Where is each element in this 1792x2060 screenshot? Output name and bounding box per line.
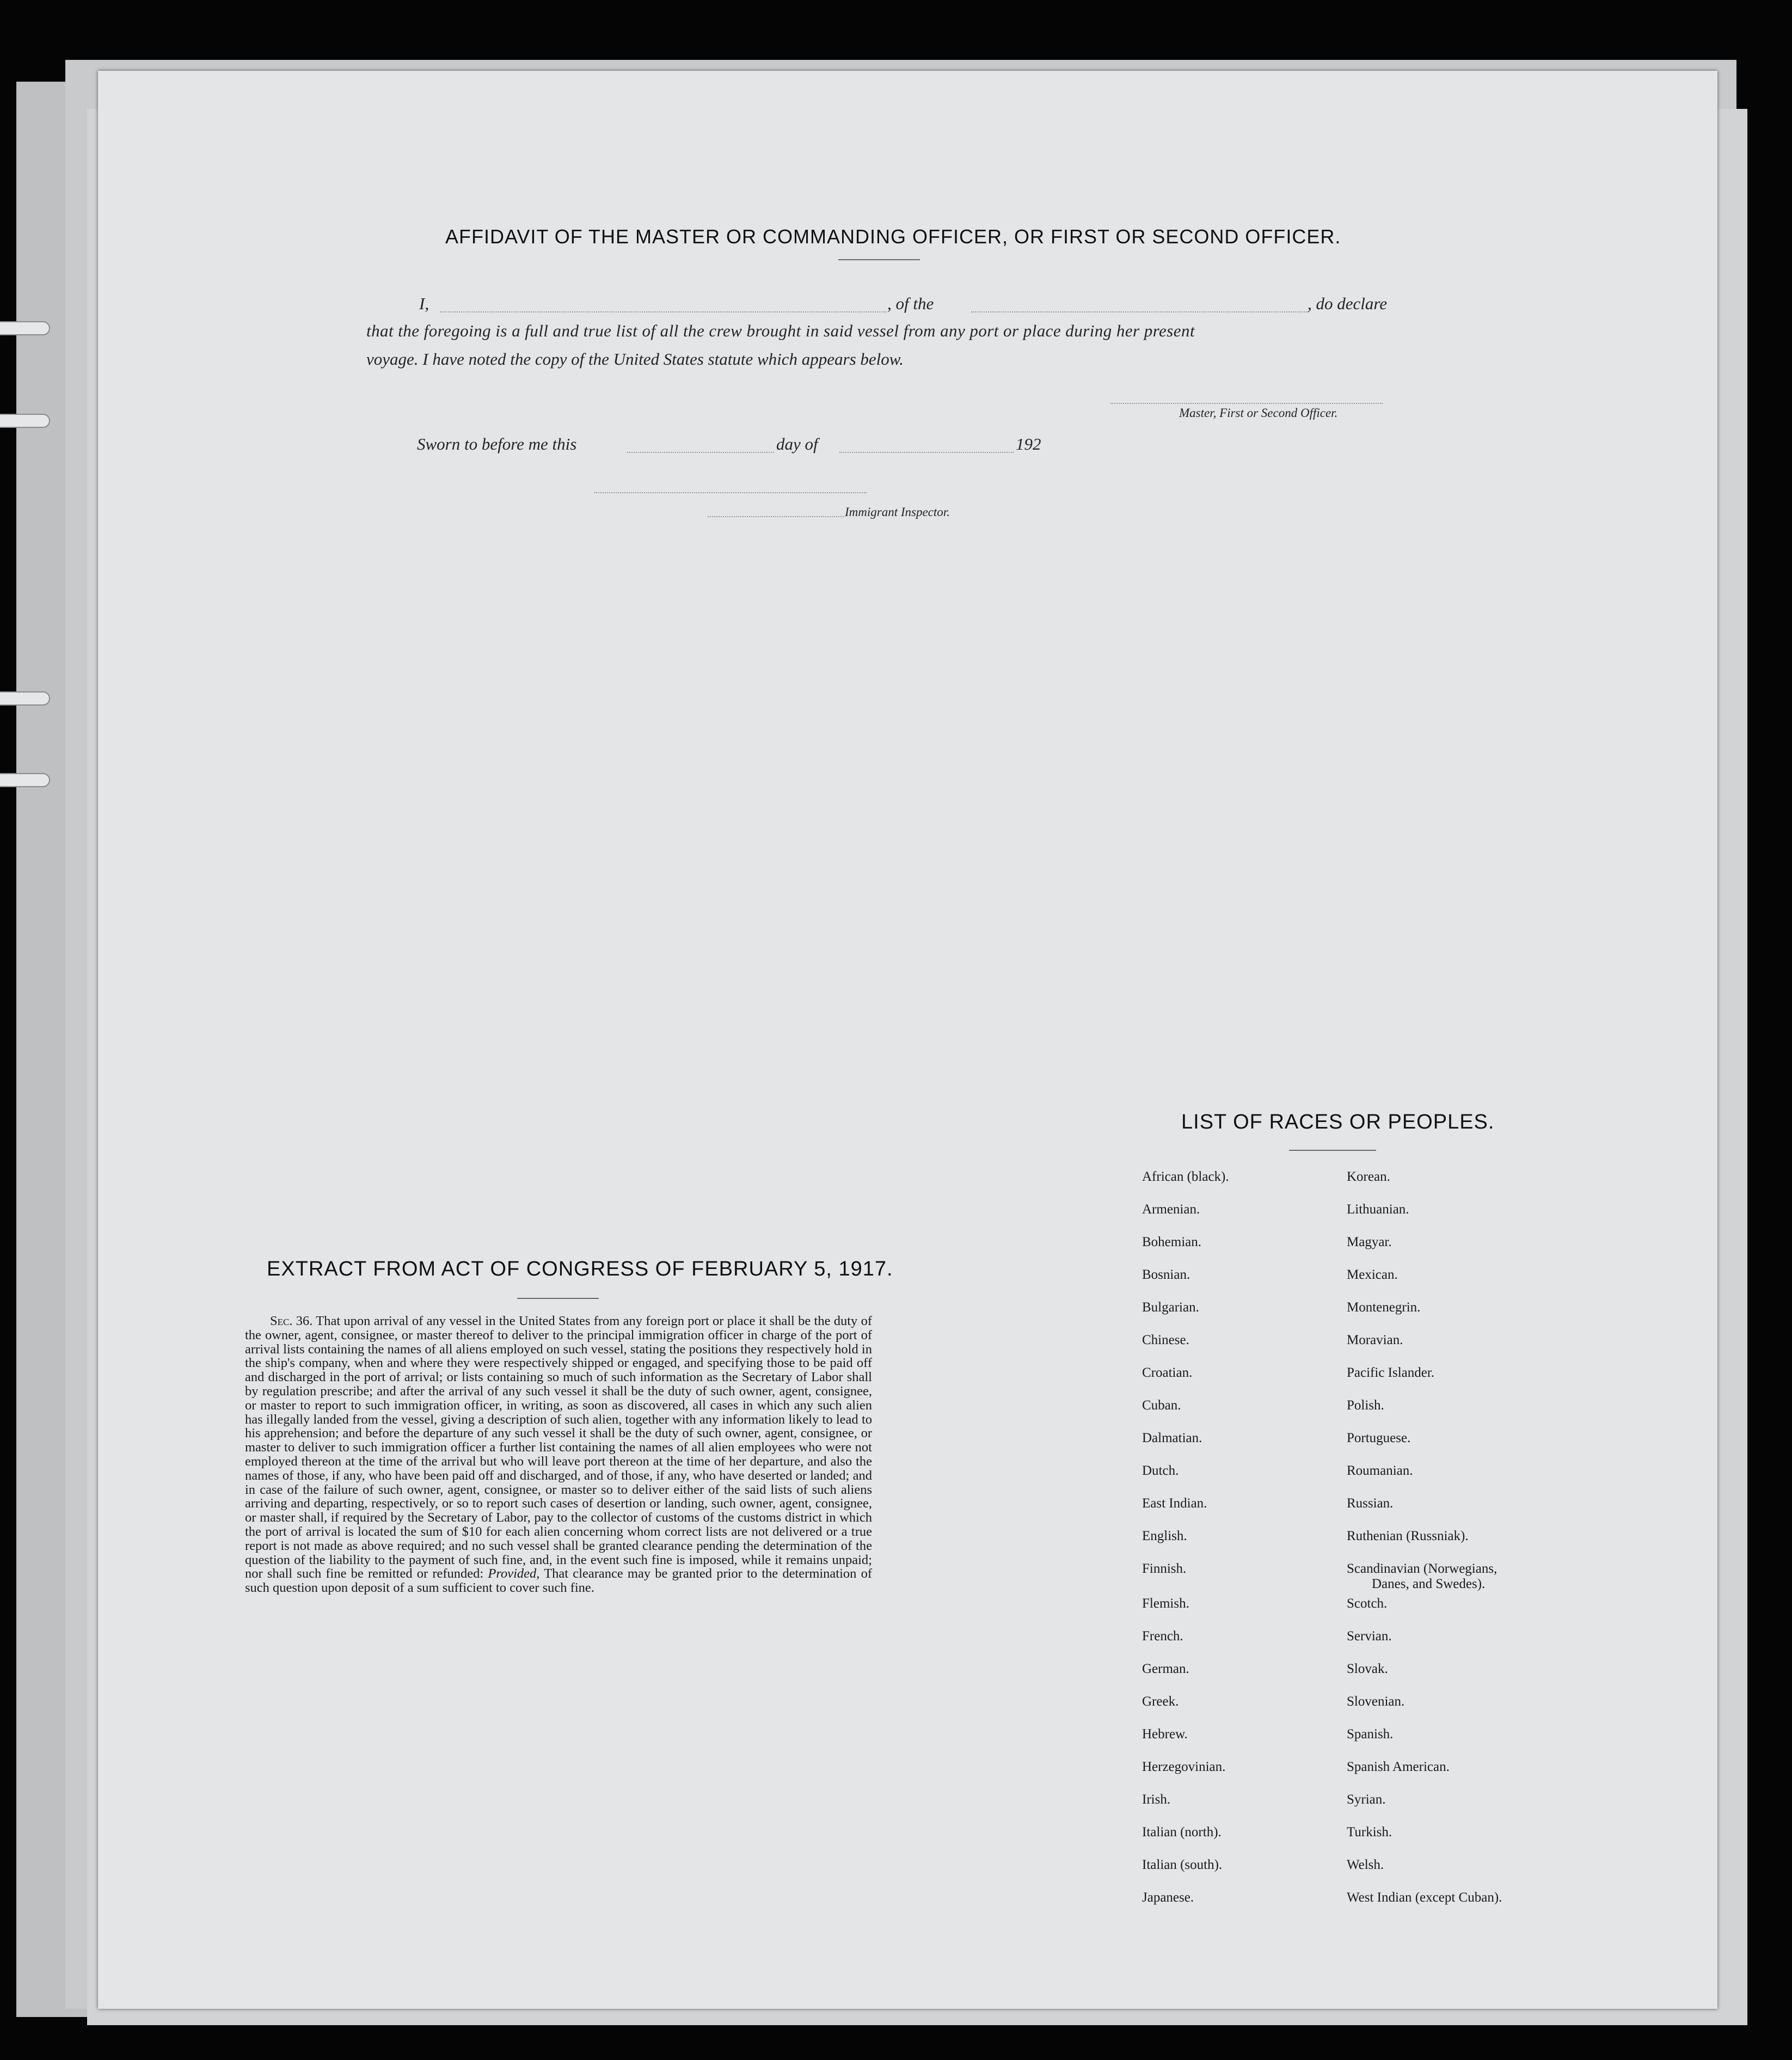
sworn-day-blank[interactable] bbox=[627, 452, 774, 453]
race-item: Scotch. bbox=[1347, 1596, 1388, 1611]
sheet-tab bbox=[0, 414, 50, 428]
race-item: Italian (north). bbox=[1142, 1825, 1222, 1840]
race-item: German. bbox=[1142, 1662, 1189, 1676]
race-item: Armenian. bbox=[1142, 1202, 1200, 1217]
race-item: Mexican. bbox=[1347, 1267, 1398, 1282]
race-item: Flemish. bbox=[1142, 1596, 1189, 1611]
affidavit-declare-label: , do declare bbox=[1308, 294, 1388, 313]
race-item: Bohemian. bbox=[1142, 1235, 1202, 1249]
day-of-label: day of bbox=[776, 434, 818, 453]
sheet-tab bbox=[0, 773, 50, 787]
race-item: Ruthenian (Russniak). bbox=[1347, 1529, 1469, 1543]
extract-body bbox=[245, 1314, 872, 1595]
race-item: French. bbox=[1142, 1629, 1183, 1644]
extract-text: That clearance may be granted prior to the determination of such question upon deposit of a sum sufficient to cover such fine. bbox=[245, 1566, 873, 1596]
race-item: Chinese. bbox=[1142, 1333, 1189, 1347]
race-item bbox=[1347, 1561, 1502, 1596]
race-item-line: Danes, and Swedes). bbox=[1372, 1577, 1486, 1591]
race-item: Herzegovinian. bbox=[1142, 1759, 1226, 1774]
race-item: Greek. bbox=[1142, 1694, 1179, 1709]
race-item: English. bbox=[1142, 1529, 1187, 1543]
affidavit-i-label: I, bbox=[419, 294, 429, 313]
race-item: African (black). bbox=[1142, 1169, 1229, 1184]
affidavit-statement-line: voyage. I have noted the copy of the United States statute which appears below. bbox=[366, 350, 904, 369]
extract-text: That upon arrival of any vessel in the United States from any foreign port or place it shall be the duty of the owner, agent, consignee, or master thereof to deliver to the principal immigration officer in charge of the port of arrival lists containing the names of all aliens employed on such vessel, stating the positions they respectively hold in the ship's company, when and where they were respectively shipped or engaged, and specifying those to be paid off and discharged in the port of arrival; or lists containing so much of such information as the Secretary of Labor shall by regulation prescribe; and after the arrival of any such vessel it shall be the duty of such owner, agent, consignee, or master to report to such immigration officer, in writing, as soon as discovered, all cases in which any such alien has illegally landed from the vessel, giving a description of such alien, together with any information likely to lead to his apprehension; and before the departure of any such vessel it shall be the duty of such owner, agent, consignee, or master to deliver to such immigration officer a further list containing the names of all alien employees who were not employed thereon at the time of the arrival but who will leave port thereon at the time of her departure, and also the names of those, if any, who have been paid off and discharged, and of those, if any, who have deserted or landed; and in case of the failure of such owner, agent, consignee, or master so to deliver either of the said lists of such aliens arriving and departing, respectively, or so to report such cases of desertion or landing, such owner, agent, consignee, or master shall, if required by the Secretary of Labor, pay to the collector of customs of the customs district in which the port of arrival is located the sum of $10 for each alien concerning whom correct lists are not delivered or a true report is not made as above required; and no such vessel shall be granted clearance pending the determination of the question of the liability to the payment of such fine, and, in the event such fine is imposed, while it remains unpaid; nor shall such fine be remitted or refunded: bbox=[245, 1314, 872, 1581]
race-item: Hebrew. bbox=[1142, 1727, 1188, 1742]
race-item: Lithuanian. bbox=[1347, 1202, 1409, 1217]
race-item: Japanese. bbox=[1142, 1890, 1194, 1905]
race-item: Korean. bbox=[1347, 1169, 1390, 1184]
section-label: Sec. 36. bbox=[270, 1314, 313, 1328]
race-item: Dutch. bbox=[1142, 1463, 1179, 1478]
year-label: 192 bbox=[1016, 434, 1041, 453]
provided-label: Provided, bbox=[488, 1566, 540, 1581]
race-item: Portuguese. bbox=[1347, 1431, 1411, 1445]
race-item: Cuban. bbox=[1142, 1398, 1181, 1413]
races-list-right bbox=[1347, 1169, 1502, 1923]
race-item: Slovak. bbox=[1347, 1662, 1388, 1676]
race-item: Servian. bbox=[1347, 1629, 1392, 1644]
race-item: Moravian. bbox=[1347, 1333, 1403, 1347]
race-item: East Indian. bbox=[1142, 1496, 1207, 1511]
signature-caption: Master, First or Second Officer. bbox=[1179, 406, 1338, 420]
race-item: Syrian. bbox=[1347, 1792, 1386, 1807]
race-item: Dalmatian. bbox=[1142, 1431, 1202, 1445]
name-blank[interactable] bbox=[440, 311, 886, 312]
race-item: West Indian (except Cuban). bbox=[1347, 1890, 1502, 1905]
race-item: Bulgarian. bbox=[1142, 1300, 1199, 1315]
race-item: Spanish American. bbox=[1347, 1759, 1450, 1774]
vessel-blank[interactable] bbox=[971, 311, 1309, 312]
inspector-signature-blank[interactable] bbox=[594, 492, 867, 493]
sworn-month-blank[interactable] bbox=[839, 452, 1014, 453]
extract-title-underline bbox=[517, 1298, 599, 1299]
race-item: Croatian. bbox=[1142, 1365, 1193, 1380]
race-item: Roumanian. bbox=[1347, 1463, 1413, 1478]
affidavit-statement-line: that the foregoing is a full and true list of all the crew brought in said vessel from any port or place during her present bbox=[366, 321, 1195, 340]
signature-blank[interactable] bbox=[1110, 403, 1383, 404]
race-item: Magyar. bbox=[1347, 1235, 1392, 1249]
race-item-line: Scandinavian (Norwegians, bbox=[1347, 1561, 1498, 1576]
race-item: Pacific Islander. bbox=[1347, 1365, 1435, 1380]
races-title: LIST OF RACES OR PEOPLES. bbox=[1181, 1111, 1495, 1133]
title-underline bbox=[838, 259, 920, 260]
inspector-name-blank[interactable] bbox=[708, 516, 844, 517]
race-item: Slovenian. bbox=[1347, 1694, 1405, 1709]
race-item: Irish. bbox=[1142, 1792, 1171, 1807]
sheet-tab bbox=[0, 321, 50, 335]
sworn-label: Sworn to before me this bbox=[417, 434, 577, 453]
affidavit-of-the-label: , of the bbox=[887, 294, 934, 313]
inspector-caption: Immigrant Inspector. bbox=[845, 505, 950, 519]
races-title-underline bbox=[1289, 1150, 1376, 1151]
race-item: Russian. bbox=[1347, 1496, 1394, 1511]
race-item: Turkish. bbox=[1347, 1825, 1392, 1840]
affidavit-title: AFFIDAVIT OF THE MASTER OR COMMANDING OFFICER, OR FIRST OR SECOND OFFICER. bbox=[445, 225, 1341, 248]
race-item: Polish. bbox=[1347, 1398, 1384, 1413]
race-item: Spanish. bbox=[1347, 1727, 1394, 1742]
races-list-left bbox=[1142, 1169, 1229, 1923]
sheet-tab bbox=[0, 691, 50, 706]
extract-title: EXTRACT FROM ACT OF CONGRESS OF FEBRUARY 5, 1917. bbox=[267, 1258, 893, 1280]
race-item: Montenegrin. bbox=[1347, 1300, 1421, 1315]
race-item: Finnish. bbox=[1142, 1561, 1187, 1576]
race-item: Bosnian. bbox=[1142, 1267, 1190, 1282]
race-item: Welsh. bbox=[1347, 1857, 1384, 1872]
race-item: Italian (south). bbox=[1142, 1857, 1223, 1872]
